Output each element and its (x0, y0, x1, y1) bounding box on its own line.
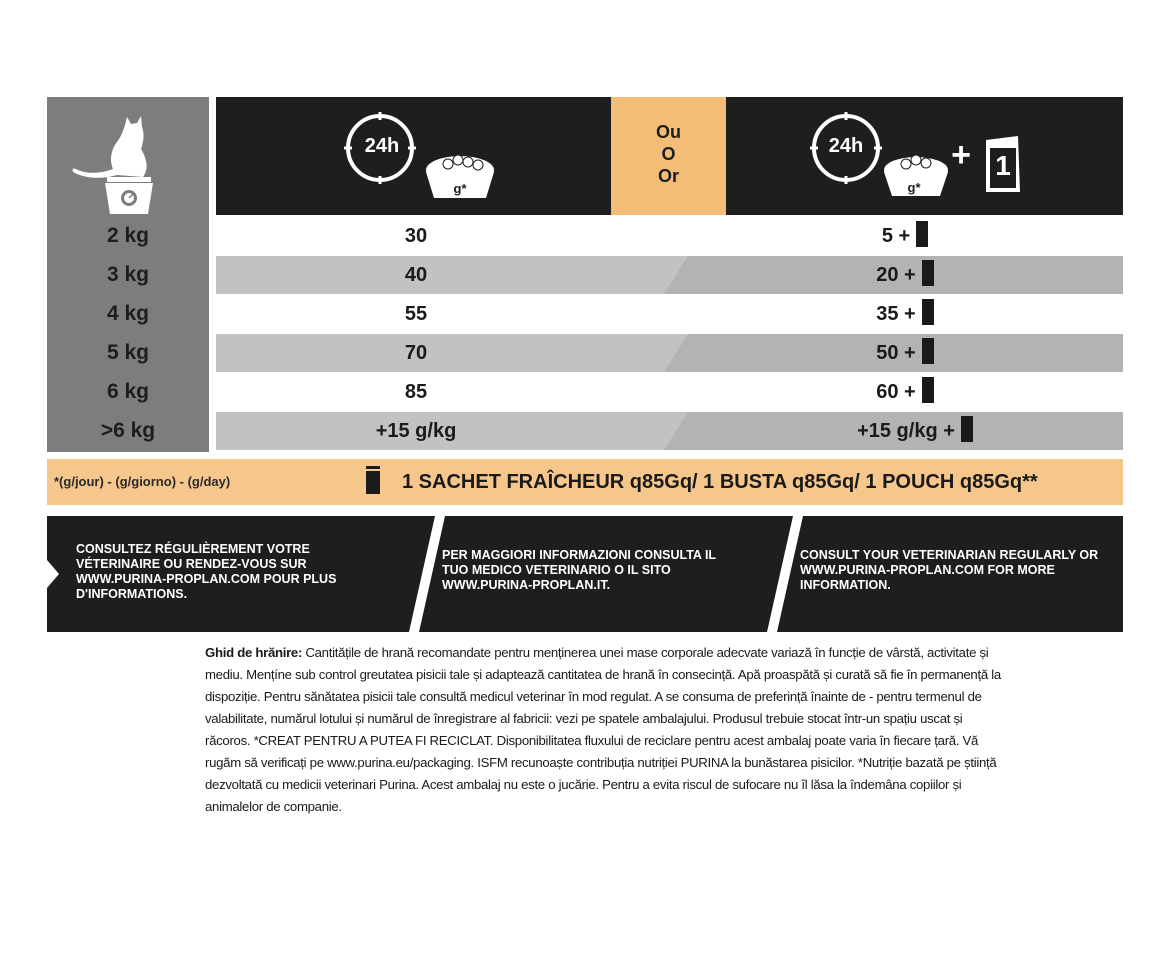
mixed-amount: 50 + (876, 342, 916, 364)
pouch-icon (365, 466, 381, 494)
info-it: PER MAGGIORI INFORMAZIONI CONSULTA IL TUO MEDICO VETERINARIO O IL SITO WWW.PURINA-PROPLAN.IT. (442, 548, 716, 592)
clock-bowl-icon (340, 108, 520, 208)
clock-label: 24h (364, 135, 400, 157)
dry-only-value: 55 (404, 303, 428, 325)
clock-label-right: 24h (828, 135, 864, 157)
or-word-ro: Or (657, 166, 679, 186)
pouch-icon (922, 379, 934, 403)
mixed-amount: +15 g/kg + (857, 420, 955, 442)
weight-label: 2 kg (106, 224, 150, 247)
or-word-it: O (661, 144, 676, 164)
dry-only-value: 70 (404, 342, 428, 364)
cat-on-scale-icon (47, 97, 209, 218)
mixed-amount: 5 + (881, 225, 911, 247)
info-fr: CONSULTEZ RÉGULIÈREMENT VOTRE VÉTERINAIRE OU RENDEZ-VOUS SUR WWW.PURINA-PROPLAN.COM POUR PLUS D'INFORMATIONS. (76, 542, 337, 601)
feeding-guide-paragraph (205, 642, 1005, 818)
pouch-icon (922, 340, 934, 364)
mixed-value (840, 295, 970, 333)
dry-only-value: 40 (404, 264, 428, 286)
mixed-amount: 20 + (876, 264, 916, 286)
mixed-value (840, 256, 970, 294)
weight-label: 4 kg (106, 302, 150, 325)
weight-label: >6 kg (100, 419, 156, 442)
or-word-fr: Ou (656, 122, 681, 142)
pouch-icon (916, 223, 928, 247)
plus-sign: + (951, 136, 971, 174)
legend-pouch-text: 1 SACHET FRAÎCHEUR q85Gq/ 1 BUSTA q85Gq/ 1 POUCH q85Gq** (402, 471, 1038, 493)
bowl-unit-right: g* (907, 180, 921, 195)
mixed-amount: 35 + (876, 303, 916, 325)
pouch-icon (961, 418, 973, 442)
pouch-icon (922, 262, 934, 286)
pouch-count: 1 (995, 150, 1011, 181)
weight-label: 5 kg (106, 341, 150, 364)
mixed-amount: 60 + (876, 381, 916, 403)
mixed-value (830, 412, 1000, 450)
dry-only-value: +15 g/kg (375, 420, 457, 442)
feeding-guide-body: Cantitățile de hrană recomandate pentru menținerea unei mase corporale adecvate variază în funcție de vârstă, activitate și mediu. Mențíne sub control greutatea pisicii tale și adaptează cantitatea de hrană în consecință. Apă proaspătă și curată să fie în permanență la dispoziție. Pentru sănătatea pisicii tale consultă medicul veterinar în mod regulat. A se consuma de preferință înainte de - pentru termenul de valabilitate, numărul lotului și numărul de înregistrare al fabricii: vezi pe spatele ambalajului. Produsul trebuie stocat într-un spațiu uscat și răcoros. *CREAT PENTRU A PUTEA FI RECICLAT. Disponibilitatea fluxului de reciclare pentru acest ambalaj poate varia în fiecare țară. Vă rugăm să verificați pe www.purina.eu/packaging. ISFM recunoaște contribuția nutriției PURINA la bunăstarea pisicilor. *Nutriție bazată pe știință dezvoltată cu medicii veterinari Purina. Acest ambalaj nu este o jucărie. Pentru a evita riscul de sufocare nu îl lăsa la îndemâna copiilor și animalelor de companie. (205, 645, 1001, 814)
weight-label: 6 kg (106, 380, 150, 403)
info-en: CONSULT YOUR VETERINARIAN REGULARLY OR WWW.PURINA-PROPLAN.COM FOR MORE INFORMATION. (800, 548, 1099, 592)
dry-only-value: 85 (404, 381, 428, 403)
mixed-value (840, 217, 970, 255)
mixed-value (840, 334, 970, 372)
mixed-value (840, 373, 970, 411)
bowl-unit: g* (453, 181, 467, 196)
weight-label: 3 kg (106, 263, 150, 286)
dry-only-value: 30 (404, 225, 428, 247)
pouch-icon (922, 301, 934, 325)
feeding-guide-title: Ghid de hrănire: (205, 645, 303, 660)
legend-units: *(g/jour) - (g/giorno) - (g/day) (54, 474, 231, 489)
